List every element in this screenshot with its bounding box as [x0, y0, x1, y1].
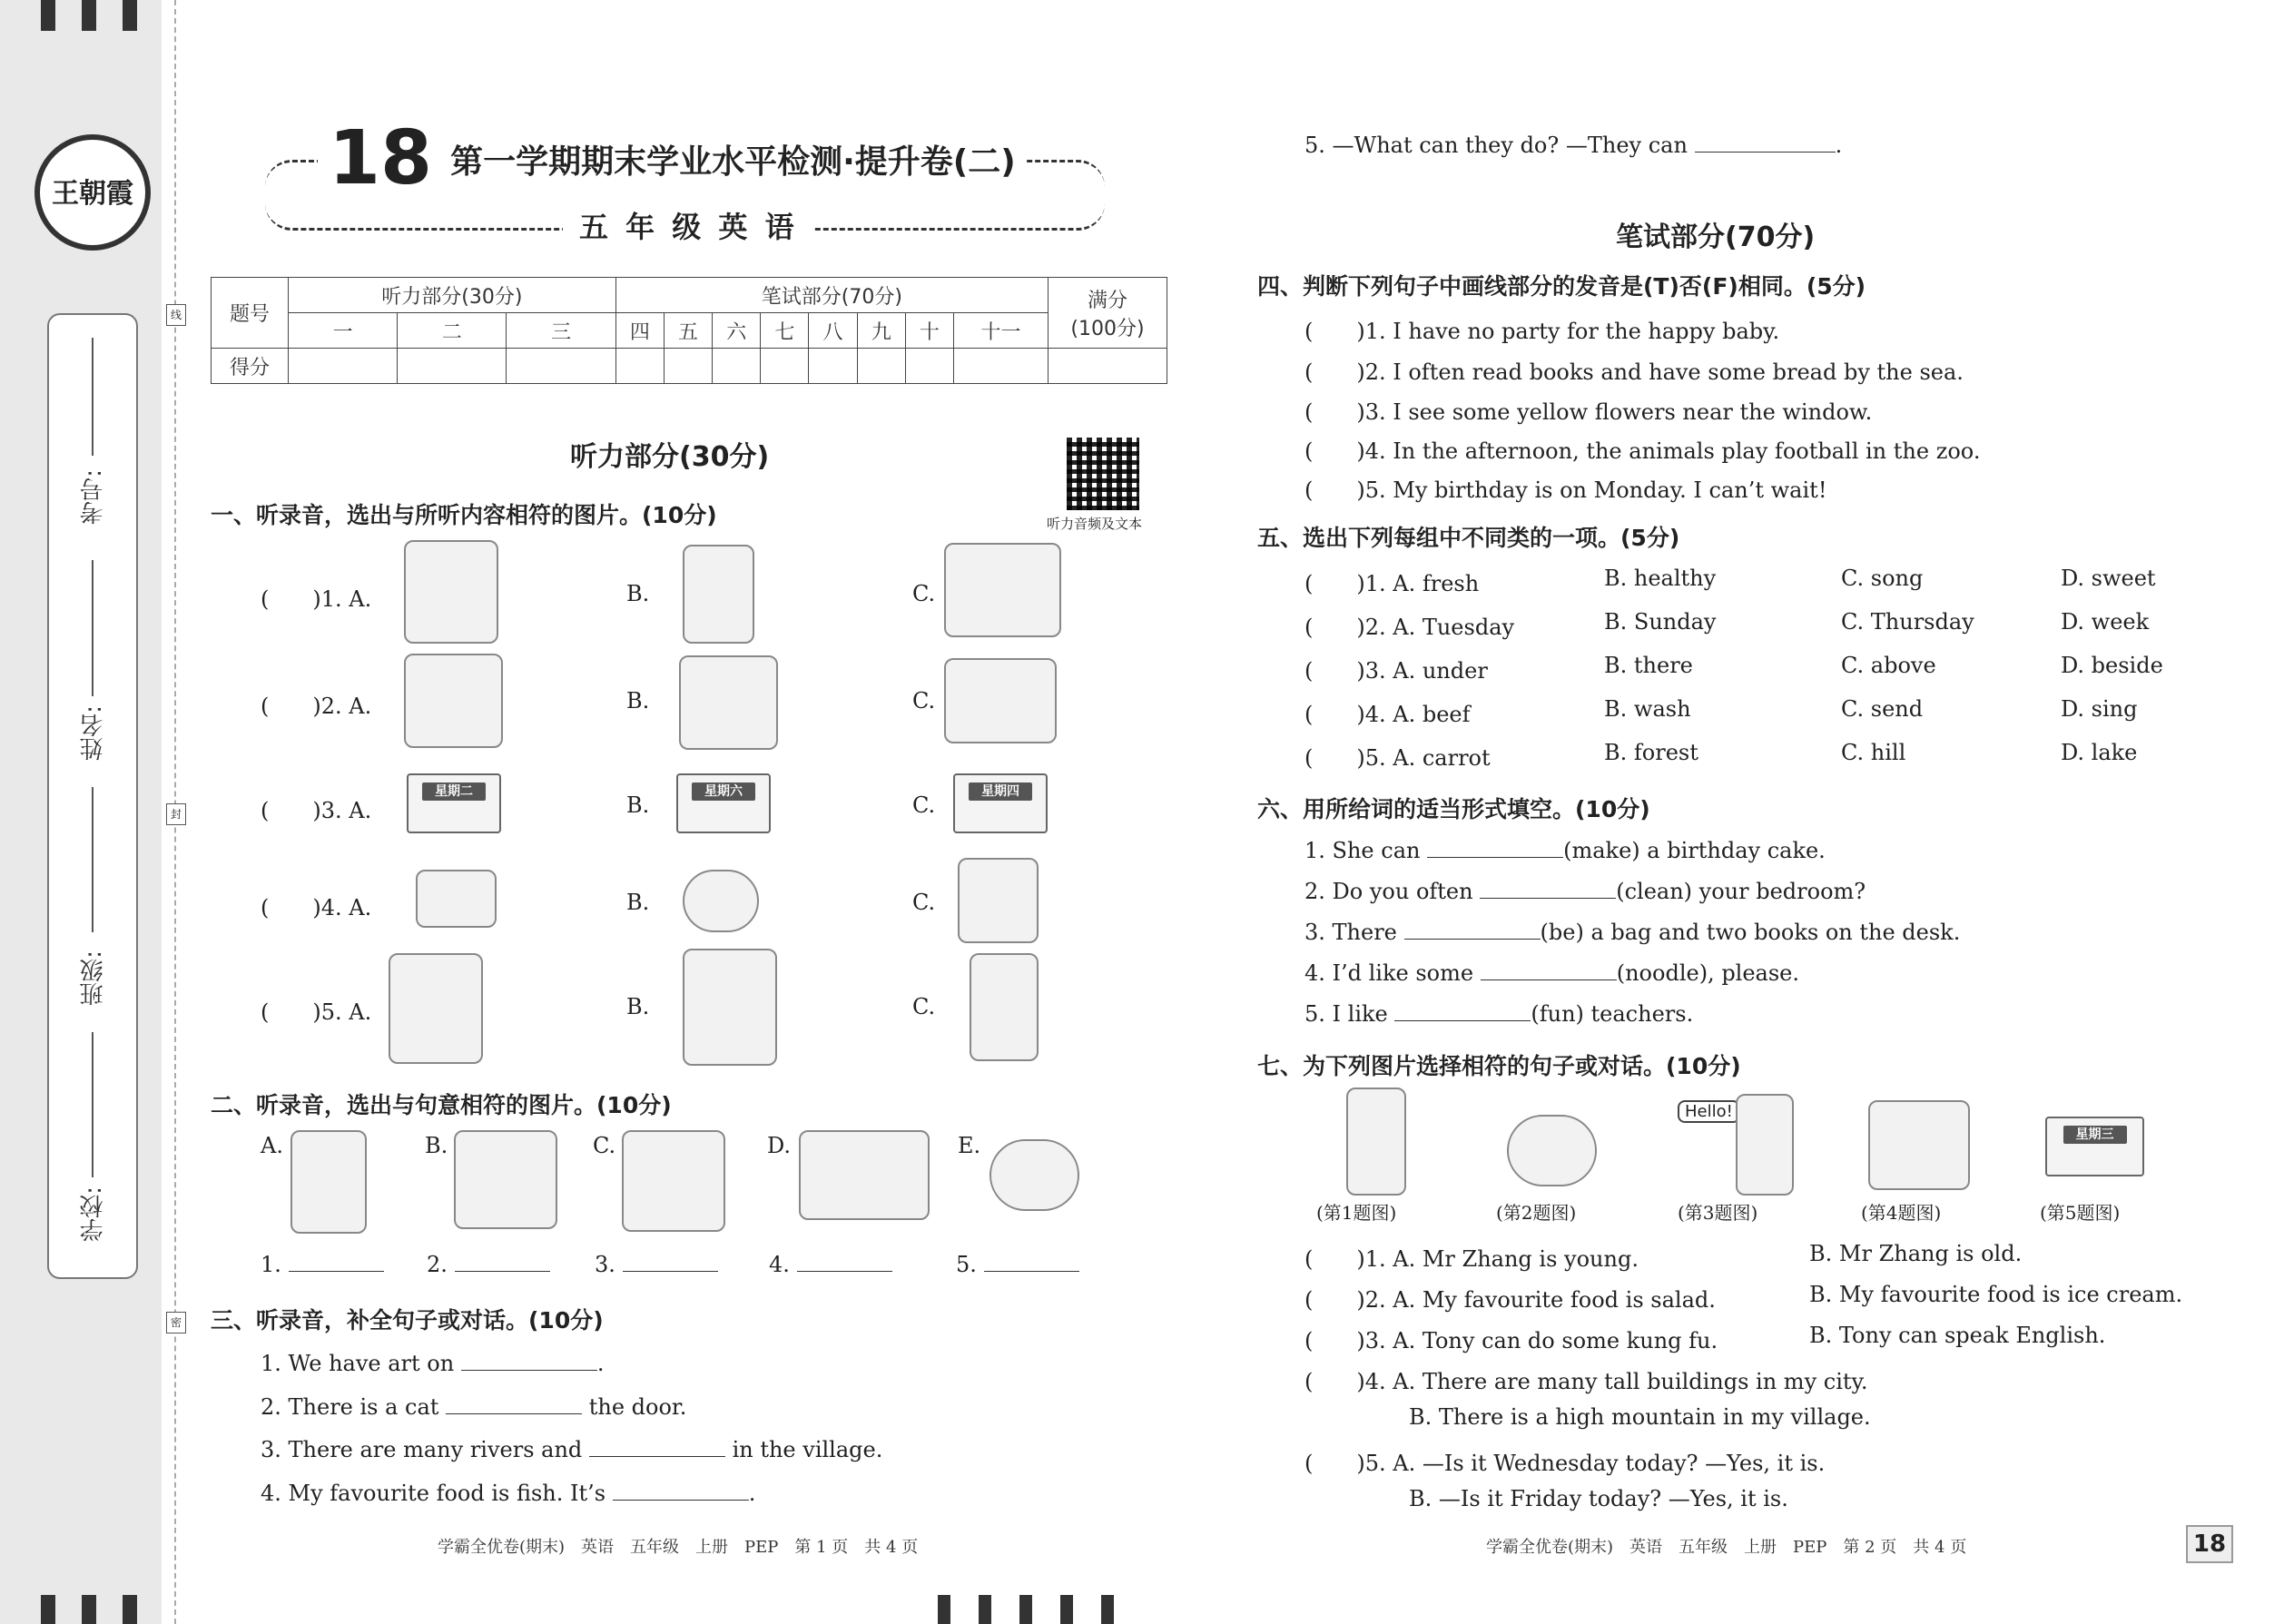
pronunciation-item: ( )4. In the afternoon, the animals play football in the zoo. [1305, 438, 1981, 464]
score-table-cell: 八 [809, 313, 857, 349]
fill-text: (fun) teachers. [1531, 1001, 1694, 1027]
section-1-title: 一、听录音，选出与所听内容相符的图片。(10分) [211, 502, 717, 528]
option-a: ( )1. A. fresh [1305, 571, 1480, 596]
option-b: B. —Is it Friday today? —Yes, it is. [1409, 1486, 1788, 1511]
writing-title: 笔试部分(70分) [1616, 221, 1816, 253]
teacup-picture [989, 1139, 1079, 1211]
name-field[interactable] [92, 560, 94, 696]
fill-blank[interactable] [446, 1393, 582, 1414]
score-cell[interactable] [809, 349, 857, 384]
section-3-title: 三、听录音，补全句子或对话。(10分) [211, 1307, 604, 1334]
crop-bar [41, 1595, 55, 1624]
fill-text: in the village. [732, 1437, 883, 1462]
salad-picture [1507, 1115, 1597, 1186]
question-number: ( )5. A. [261, 999, 372, 1025]
crop-bar [1060, 1595, 1073, 1624]
fill-text: 4. My favourite food is fish. It’s [261, 1481, 606, 1506]
calendar-label: 星期三 [2063, 1126, 2127, 1144]
score-table-cell: 五 [664, 313, 712, 349]
crop-bar [82, 0, 96, 31]
option-c: C. send [1841, 696, 1924, 722]
question-number: ( )2. A. [261, 694, 372, 719]
fill-text: (make) a birthday cake. [1563, 838, 1826, 863]
kick-picture [404, 540, 498, 644]
listening-title: 听力部分(30分) [570, 441, 770, 473]
option-b: B. there [1604, 653, 1693, 678]
picture-caption: (第3题图) [1678, 1202, 1758, 1224]
option-a: ( )5. A. carrot [1305, 745, 1491, 771]
crop-bar [82, 1595, 96, 1624]
option-b: B. [626, 994, 650, 1019]
score-table-cell: 十 [905, 313, 953, 349]
fill-text: 3. There [1305, 920, 1397, 945]
section-5-title: 五、选出下列每组中不同类的一项。(5分) [1257, 525, 1680, 551]
fill-text: 2. There is a cat [261, 1394, 439, 1420]
score-cell[interactable] [1049, 349, 1167, 384]
pronunciation-item: ( )3. I see some yellow flowers near the window. [1305, 399, 1873, 425]
fill-item [1305, 1000, 1693, 1027]
score-cell[interactable] [953, 349, 1048, 384]
singing-picture [944, 543, 1061, 637]
crop-bar [1019, 1595, 1032, 1624]
pronunciation-item: ( )2. I often read books and have some bread by the sea. [1305, 359, 1964, 385]
fill-text: 3. There are many rivers and [261, 1437, 583, 1462]
option-c: C. [912, 581, 936, 606]
question-number: ( )1. A. [261, 586, 372, 612]
option-b: B. [626, 890, 650, 915]
option-a: ( )3. A. under [1305, 658, 1488, 684]
option-a: ( )4. A. beef [1305, 702, 1471, 727]
picture-caption: (第4题图) [1861, 1202, 1942, 1224]
cake-picture [958, 858, 1039, 943]
option-a: ( )3. A. Tony can do some kung fu. [1305, 1328, 1718, 1353]
city-picture [1868, 1100, 1970, 1190]
option-c: C. above [1841, 653, 1936, 678]
fill-text: (noodle), please. [1616, 960, 1800, 986]
old-man-picture [1346, 1088, 1406, 1196]
page-footer: 学霸全优卷(期末) 英语 五年级 上册 PEP 第 2 页 共 4 页 [1486, 1538, 1967, 1557]
answer-blank[interactable] [455, 1251, 550, 1272]
pronunciation-item: ( )5. My birthday is on Monday. I can’t wait! [1305, 477, 1827, 503]
crop-bar [1101, 1595, 1114, 1624]
score-table [211, 277, 1167, 384]
answer-blank[interactable] [623, 1251, 718, 1272]
calendar-picture [2045, 1117, 2144, 1176]
crop-bar [41, 0, 55, 31]
option-c: C. [912, 994, 936, 1019]
family-picture [622, 1130, 725, 1232]
option-c: C. hill [1841, 740, 1906, 765]
answer-number: 3. [595, 1252, 615, 1277]
fill-blank[interactable] [1404, 919, 1541, 940]
fill-blank[interactable] [1427, 837, 1563, 858]
score-cell[interactable] [761, 349, 809, 384]
school-field[interactable] [92, 1032, 94, 1177]
class-field[interactable] [92, 787, 94, 932]
option-c: C. Thursday [1841, 609, 1974, 635]
violin-picture [683, 545, 754, 644]
cut-mark: 封 [166, 803, 186, 825]
option-a: ( )1. A. Mr Zhang is young. [1305, 1246, 1639, 1272]
cut-mark: 密 [166, 1312, 186, 1334]
option-letter: E. [958, 1133, 981, 1158]
answer-number: 2. [427, 1252, 448, 1277]
score-table-cell: 三 [507, 313, 615, 349]
calendar-picture [953, 773, 1048, 833]
qr-caption: 听力音频及文本 [1047, 516, 1143, 532]
score-table-cell: 二 [398, 313, 507, 349]
score-cell[interactable] [664, 349, 712, 384]
football-picture [389, 953, 483, 1064]
answer-1 [261, 1251, 384, 1277]
page-footer: 学霸全优卷(期末) 英语 五年级 上册 PEP 第 1 页 共 4 页 [438, 1538, 919, 1557]
question-number: ( )4. A. [261, 895, 372, 920]
name-label: 姓名: [80, 705, 107, 761]
answer-blank[interactable] [984, 1251, 1079, 1272]
option-letter: D. [767, 1133, 792, 1158]
computer-picture [799, 1130, 930, 1220]
answer-blank[interactable] [289, 1251, 384, 1272]
picture-caption: (第2题图) [1496, 1202, 1577, 1224]
fill-item [1305, 878, 1866, 904]
fill-item [261, 1436, 882, 1462]
exam-number-field[interactable] [92, 338, 94, 456]
exam-number-label: 考号: [80, 469, 107, 525]
option-d: D. week [2061, 609, 2150, 635]
option-a: ( )2. A. My favourite food is salad. [1305, 1287, 1716, 1313]
option-b: B. healthy [1604, 566, 1717, 591]
hamburger-picture [683, 870, 759, 932]
fill-item [1305, 837, 1826, 863]
fill-text: 4. I’d like some [1305, 960, 1474, 986]
kungfu-picture [290, 1130, 367, 1234]
option-a: ( )2. A. Tuesday [1305, 615, 1515, 640]
full-score-label: 满分 [1087, 289, 1127, 312]
option-c: C. [912, 688, 936, 714]
fill-blank[interactable] [1480, 878, 1616, 899]
option-d: D. beside [2061, 653, 2163, 678]
option-a: ( )4. A. There are many tall buildings in my city. [1305, 1369, 1868, 1394]
score-table-cell: 四 [615, 313, 664, 349]
option-b: B. wash [1604, 696, 1691, 722]
basketball-picture [970, 953, 1039, 1061]
option-c: C. song [1841, 566, 1924, 591]
crop-bar [979, 1595, 991, 1624]
page-badge: 18 [2186, 1525, 2233, 1563]
option-letter: A. [261, 1133, 283, 1158]
school-label: 学校: [80, 1186, 107, 1242]
fill-blank[interactable] [1481, 960, 1617, 980]
page-subtitle: 五 年 级 英 语 [563, 204, 814, 246]
fill-text: the door. [588, 1394, 687, 1420]
student-info-box [47, 313, 138, 1279]
reading-picture [454, 1130, 557, 1229]
qr-code-icon[interactable] [1067, 438, 1139, 510]
option-b: B. My favourite food is ice cream. [1809, 1282, 2183, 1307]
speech-bubble: Hello! [1678, 1100, 1740, 1123]
score-table-cell: 九 [857, 313, 905, 349]
score-table-cell: 六 [713, 313, 761, 349]
option-d: D. lake [2061, 740, 2138, 765]
paper-number: 18 [329, 115, 433, 202]
listening-q5 [1305, 132, 1842, 158]
fill-blank[interactable] [613, 1480, 749, 1501]
crop-bar [123, 0, 137, 31]
fill-item [261, 1350, 604, 1376]
option-c: C. [912, 890, 936, 915]
answer-2 [427, 1251, 550, 1277]
answer-3 [595, 1251, 718, 1277]
calendar-picture [676, 773, 771, 833]
fill-item [1305, 919, 1960, 945]
option-d: D. sweet [2061, 566, 2156, 591]
score-table-cell: 七 [761, 313, 809, 349]
option-letter: B. [425, 1133, 448, 1158]
score-cell[interactable] [507, 349, 615, 384]
picture-caption: (第1题图) [1316, 1202, 1397, 1224]
full-score-value: (100分) [1070, 317, 1145, 340]
fill-text: . [596, 1351, 605, 1376]
score-cell[interactable] [615, 349, 664, 384]
answer-number: 1. [261, 1252, 281, 1277]
score-table-cell: 笔试部分(70分) [615, 278, 1048, 313]
score-cell[interactable] [713, 349, 761, 384]
option-b: B. [626, 581, 650, 606]
fill-item [1305, 960, 1799, 986]
fill-text: (clean) your bedroom? [1616, 879, 1866, 904]
fill-text: 2. Do you often [1305, 879, 1473, 904]
cut-mark: 线 [166, 304, 186, 326]
score-table-cell: 得分 [212, 349, 289, 384]
answer-5 [956, 1251, 1079, 1277]
tony-picture [1736, 1094, 1794, 1196]
score-table-cell [1049, 278, 1167, 349]
badminton-picture [683, 949, 777, 1066]
fill-blank[interactable] [589, 1436, 725, 1457]
fill-text: 1. She can [1305, 838, 1421, 863]
sandwich-picture [416, 870, 497, 928]
score-table-cell: 一 [289, 313, 398, 349]
score-table-cell: 听力部分(30分) [289, 278, 616, 313]
option-b: B. [626, 688, 650, 714]
option-b: B. There is a high mountain in my village. [1409, 1404, 1871, 1430]
fill-text: (be) a bag and two books on the desk. [1540, 920, 1961, 945]
pronunciation-item: ( )1. I have no party for the happy baby. [1305, 319, 1780, 344]
picture-caption: (第5题图) [2040, 1202, 2121, 1224]
option-letter: C. [593, 1133, 616, 1158]
calendar-label: 星期六 [692, 782, 755, 801]
logo-text: 王朝霞 [52, 178, 133, 210]
score-table-cell: 题号 [212, 278, 289, 349]
section-7-title: 七、为下列图片选择相符的句子或对话。(10分) [1257, 1053, 1741, 1079]
crop-bar [938, 1595, 950, 1624]
question-number: ( )3. A. [261, 798, 372, 823]
fill-item [261, 1480, 755, 1506]
score-cell[interactable] [857, 349, 905, 384]
option-c: C. [912, 792, 936, 818]
option-d: D. sing [2061, 696, 2138, 722]
answer-4 [769, 1251, 892, 1277]
title-row [318, 115, 1027, 202]
answer-number: 5. [956, 1252, 977, 1277]
section-4-title: 四、判断下列句子中画线部分的发音是(T)否(F)相同。(5分) [1257, 273, 1866, 300]
crop-bar [123, 1595, 137, 1624]
fill-text: 5. —What can they do? —They can [1305, 133, 1688, 158]
sofa-picture [944, 658, 1057, 743]
fill-text: . [748, 1481, 756, 1506]
calendar-label: 星期四 [969, 782, 1032, 801]
fill-blank[interactable] [1695, 132, 1836, 153]
fill-text: 1. We have art on [261, 1351, 455, 1376]
cooking-picture [404, 654, 503, 748]
option-b: B. forest [1604, 740, 1698, 765]
calendar-picture [407, 773, 501, 833]
desk-picture [679, 655, 778, 750]
fill-blank[interactable] [1394, 1000, 1531, 1021]
brand-logo [34, 134, 151, 251]
section-6-title: 六、用所给词的适当形式填空。(10分) [1257, 796, 1650, 822]
answer-number: 4. [769, 1252, 790, 1277]
fill-item [261, 1393, 686, 1420]
option-a: ( )5. A. —Is it Wednesday today? —Yes, it is. [1305, 1451, 1826, 1476]
calendar-label: 星期二 [422, 782, 486, 801]
section-2-title: 二、听录音，选出与句意相符的图片。(10分) [211, 1092, 672, 1118]
fill-blank[interactable] [461, 1350, 597, 1371]
fill-text: . [1835, 133, 1843, 158]
fill-text: 5. I like [1305, 1001, 1388, 1027]
score-table-cell: 十一 [953, 313, 1048, 349]
score-cell[interactable] [905, 349, 953, 384]
score-cell[interactable] [289, 349, 398, 384]
option-b: B. Sunday [1604, 609, 1717, 635]
option-b: B. Mr Zhang is old. [1809, 1241, 2023, 1266]
option-b: B. Tony can speak English. [1809, 1323, 2106, 1348]
page-title: 第一学期期末学业水平检测·提升卷(二) [450, 143, 1016, 181]
class-label: 班级: [80, 950, 107, 1006]
answer-blank[interactable] [797, 1251, 892, 1272]
option-b: B. [626, 792, 650, 818]
score-cell[interactable] [398, 349, 507, 384]
